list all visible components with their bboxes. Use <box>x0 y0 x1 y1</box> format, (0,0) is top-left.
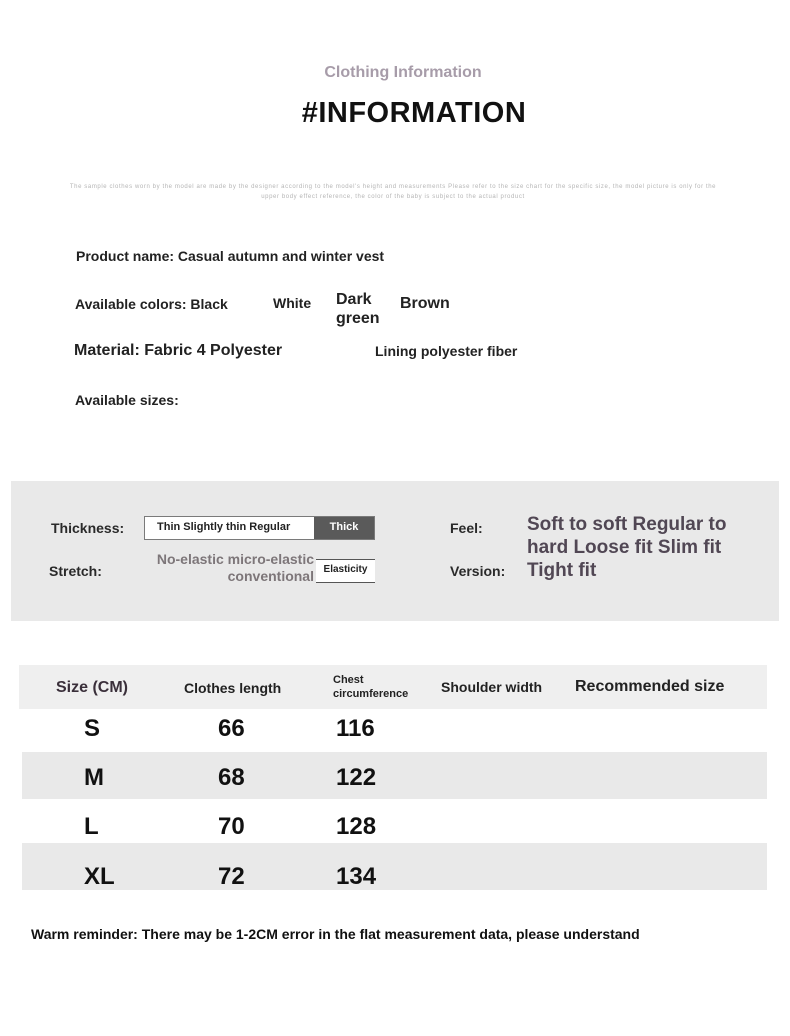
stretch-label: Stretch: <box>49 563 102 579</box>
feel-version-values: Soft to soft Regular to hard Loose fit Slim fit Tight fit <box>527 514 727 581</box>
table-row <box>22 752 767 799</box>
table-row <box>22 799 767 846</box>
warm-reminder: Warm reminder: There may be 1-2CM error in the flat measurement data, please understand <box>31 926 640 942</box>
header-chest: Chest circumference <box>333 674 409 700</box>
version-label: Version: <box>450 563 506 579</box>
stretch-selected: Elasticity <box>316 559 375 583</box>
cell-chest: 134 <box>336 863 377 890</box>
available-sizes-label: Available sizes: <box>75 392 179 408</box>
cell-chest: 128 <box>336 813 377 840</box>
thickness-label: Thickness: <box>51 520 125 536</box>
cell-size: M <box>84 764 104 791</box>
thickness-options: Thin Slightly thin Regular <box>157 521 291 533</box>
header-shoulder-width: Shoulder width <box>441 679 543 695</box>
section-subtitle: Clothing Information <box>324 64 482 81</box>
disclaimer-text: The sample clothes worn by the model are made by the designer according to the model's height and measurements Please refer to the size chart for the specific size, the model picture is only for the upper body effect reference, the color of the baby is subject to the actual product <box>69 184 717 200</box>
page-title: #INFORMATION <box>301 97 527 129</box>
header-recommended-size: Recommended size <box>575 678 725 695</box>
color-white: White <box>273 295 312 311</box>
cell-size: XL <box>84 863 115 890</box>
product-name: Product name: Casual autumn and winter vest <box>76 248 385 264</box>
header-clothes-length: Clothes length <box>184 680 282 696</box>
cell-chest: 116 <box>336 715 375 742</box>
cell-chest: 122 <box>336 764 377 791</box>
cell-length: 68 <box>218 764 245 791</box>
cell-size: S <box>84 715 101 742</box>
cell-length: 72 <box>218 863 245 890</box>
cell-length: 70 <box>218 813 245 840</box>
table-row <box>22 843 767 890</box>
feel-label: Feel: <box>450 520 483 536</box>
thickness-selected: Thick <box>314 517 374 539</box>
lining-text: Lining polyester fiber <box>375 343 518 359</box>
stretch-options: No-elastic micro-elastic conventional <box>156 551 314 584</box>
material-text: Material: Fabric 4 Polyester <box>74 342 283 359</box>
header-size: Size (CM) <box>56 679 128 696</box>
cell-size: L <box>84 813 99 840</box>
cell-length: 66 <box>218 715 245 742</box>
color-brown: Brown <box>400 295 450 312</box>
available-colors-label: Available colors: Black <box>75 296 228 312</box>
color-dark-green: Dark green <box>336 291 380 327</box>
thickness-scale <box>144 516 375 540</box>
table-row <box>22 707 767 754</box>
